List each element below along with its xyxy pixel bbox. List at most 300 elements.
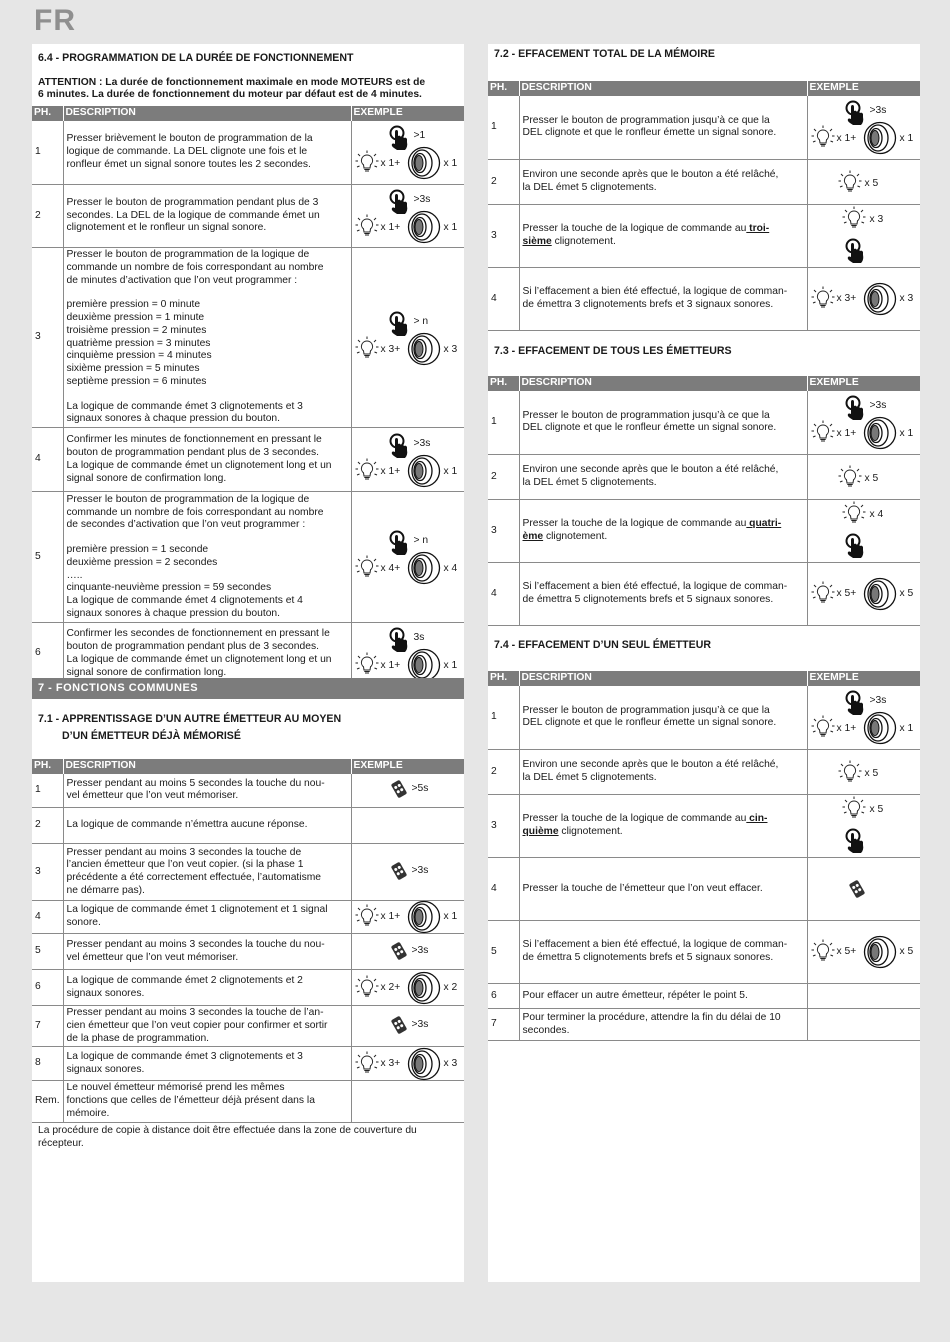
led-blink-count: x 5 xyxy=(869,804,884,816)
phase-number: 4 xyxy=(32,428,63,492)
phase-number: 5 xyxy=(488,921,519,984)
description-line: Presser le bouton de programmation jusqu’à ce que la xyxy=(522,704,770,716)
remote-control-icon xyxy=(390,942,408,960)
table-row xyxy=(32,1081,464,1122)
table-row xyxy=(32,970,464,1006)
buzzer-beep-count: x 1 xyxy=(899,723,914,735)
phase-description xyxy=(519,391,807,455)
phase-example xyxy=(351,1047,464,1081)
description-line: La logique de commande émet 3 clignotements et 3 xyxy=(66,400,303,412)
led-blink-count: x 1+ xyxy=(836,723,857,735)
buzzer-beep-count: x 3 xyxy=(443,1057,458,1069)
buzzer-beep-count: x 4 xyxy=(443,563,458,575)
buzzer-beep-count: x 2 xyxy=(443,981,458,993)
description-line: Presser la touche de l’émetteur que l’on veut effacer. xyxy=(522,882,763,894)
description-line xyxy=(523,518,804,531)
col-header-ph: PH. xyxy=(488,376,519,391)
press-duration-label: >1 xyxy=(413,130,426,142)
table-6-4 xyxy=(32,106,464,685)
phase-number: 2 xyxy=(32,808,63,844)
phase-example xyxy=(351,121,464,185)
table-row xyxy=(32,1047,464,1081)
description-line: signal sonore de confirmation long. xyxy=(66,472,227,484)
section-6-4-title: 6.4 - PROGRAMMATION DE LA DURÉE DE FONCTIONNEMENT xyxy=(38,52,354,64)
example-graphic xyxy=(352,774,465,807)
description-line: ….. xyxy=(66,569,83,581)
description-line: La logique de commande émet 1 clignotement et 1 signal xyxy=(66,904,328,916)
phase-example xyxy=(351,623,464,685)
phase-number: 5 xyxy=(32,934,63,970)
description-line: La logique de commande émet un clignotement long et un xyxy=(66,459,332,471)
description-line: de secondes d’activation que l’on veut programmer : xyxy=(66,519,306,531)
phase-number: 8 xyxy=(32,1047,63,1081)
phase-example xyxy=(351,934,464,970)
press-duration-label: > n xyxy=(413,315,429,327)
example-graphic xyxy=(808,750,921,794)
finger-press-icon xyxy=(844,828,866,854)
description-line: DEL clignote et que le ronfleur émette un signal sonore. xyxy=(522,717,777,729)
buzzer-beep-count: x 1 xyxy=(443,158,458,170)
led-bulb-icon xyxy=(355,652,379,676)
example-graphic xyxy=(352,492,465,622)
buzzer-speaker-icon xyxy=(863,121,897,155)
table-row xyxy=(32,428,464,492)
table-row xyxy=(32,774,464,808)
phase-number: Rem. xyxy=(32,1081,63,1122)
description-line: vel émetteur que l’on veut mémoriser. xyxy=(66,951,239,963)
table-row xyxy=(488,795,920,858)
description-line: Pour effacer un autre émetteur, répéter le point 5. xyxy=(522,989,748,1001)
ordinal-emphasis: troi- xyxy=(746,223,770,235)
led-blink-count: x 3+ xyxy=(380,343,401,355)
table-7-3 xyxy=(488,376,920,626)
press-duration-label: > n xyxy=(413,535,429,547)
section-7-1-title-line-2: D’UN ÉMETTEUR DÉJÀ MÉMORISÉ xyxy=(62,730,241,742)
led-bulb-icon xyxy=(355,336,379,360)
phase-number: 1 xyxy=(32,121,63,185)
phase-example xyxy=(807,858,920,921)
description-line: Le nouvel émetteur mémorisé prend les mêmes xyxy=(66,1082,285,1094)
finger-press-icon xyxy=(844,533,866,559)
description-line: commande un nombre de fois correspondant au nombre xyxy=(66,506,324,518)
phase-number: 1 xyxy=(488,391,519,455)
phase-example xyxy=(351,492,464,623)
table-row xyxy=(488,500,920,563)
buzzer-speaker-icon xyxy=(407,551,441,585)
example-graphic xyxy=(352,623,465,684)
buzzer-speaker-icon xyxy=(863,416,897,450)
buzzer-speaker-icon xyxy=(407,1047,441,1081)
col-header-description: DESCRIPTION xyxy=(63,759,351,774)
col-header-example: EXEMPLE xyxy=(807,671,920,686)
example-graphic xyxy=(352,901,465,933)
table-row xyxy=(488,858,920,921)
description-line xyxy=(523,826,804,839)
led-blink-count: x 2+ xyxy=(380,981,401,993)
buzzer-speaker-icon xyxy=(863,282,897,316)
description-line: de la phase de programmation. xyxy=(66,1032,210,1044)
example-graphic xyxy=(808,795,921,857)
press-duration-label: >3s xyxy=(413,437,431,449)
phase-example xyxy=(351,808,464,844)
description-line xyxy=(67,287,348,299)
description-line: Presser brièvement le bouton de programmation de la xyxy=(66,133,313,145)
phase-number: 2 xyxy=(488,750,519,795)
description-line xyxy=(523,813,804,826)
description-line: Si l’effacement a bien été effectué, la logique de comman- xyxy=(522,581,788,593)
description-line: La logique de commande émet 3 clignotements et 3 xyxy=(66,1051,303,1063)
phase-example xyxy=(351,901,464,934)
description-line: Si l’effacement a bien été effectué, la logique de comman- xyxy=(522,939,788,951)
description-line: Presser pendant au moins 3 secondes la touche de xyxy=(66,846,302,858)
col-header-example: EXEMPLE xyxy=(807,81,920,96)
description-line: sonore. xyxy=(66,917,101,929)
phase-number: 6 xyxy=(32,623,63,685)
description-line: Presser pendant au moins 5 secondes la touche du nou- xyxy=(66,777,325,789)
phase-number: 3 xyxy=(32,844,63,901)
phase-description xyxy=(63,844,351,901)
example-graphic xyxy=(352,1047,465,1080)
ordinal-emphasis: cin- xyxy=(746,813,768,825)
description-line: Confirmer les secondes de fonctionnement en pressant le xyxy=(66,628,330,640)
phase-number: 5 xyxy=(32,492,63,623)
description-line: La logique de commande émet 4 clignotements et 4 xyxy=(66,595,303,607)
phase-number: 2 xyxy=(488,160,519,205)
col-header-ph: PH. xyxy=(488,81,519,96)
example-graphic xyxy=(352,934,465,969)
description-line: bouton de programmation pendant plus de 3 secondes. xyxy=(66,640,319,652)
buzzer-beep-count: x 1 xyxy=(899,133,914,145)
description-line: signaux sonores. xyxy=(66,987,145,999)
led-blink-count: x 5+ xyxy=(836,946,857,958)
buzzer-speaker-icon xyxy=(863,935,897,969)
phase-description xyxy=(63,492,351,623)
remote-control-icon xyxy=(390,862,408,880)
phase-description xyxy=(519,500,807,563)
led-blink-count: x 1+ xyxy=(380,659,401,671)
led-blink-count: x 1+ xyxy=(380,911,401,923)
phase-example xyxy=(807,160,920,205)
phase-description xyxy=(519,455,807,500)
description-text: Presser la touche de la logique de commande au xyxy=(522,518,747,530)
description-line: de émettra 3 clignotements brefs et 3 signaux sonores. xyxy=(522,299,774,311)
description-line: Confirmer les minutes de fonctionnement en pressant le xyxy=(66,434,322,446)
phase-description xyxy=(63,428,351,492)
description-line: La logique de commande n’émettra aucune réponse. xyxy=(66,819,308,831)
example-graphic xyxy=(352,255,465,421)
section-7-2-title: 7.2 - EFFACEMENT TOTAL DE LA MÉMOIRE xyxy=(494,48,715,60)
description-line: DEL clignote et que le ronfleur émette un signal sonore. xyxy=(522,127,777,139)
led-blink-count: x 3+ xyxy=(380,1057,401,1069)
copy-note-line-1: La procédure de copie à distance doit être effectuée dans la zone de couverture du xyxy=(38,1125,417,1136)
example-graphic xyxy=(808,500,921,562)
description-line: Presser le bouton de programmation jusqu’à ce que la xyxy=(522,409,770,421)
buzzer-speaker-icon xyxy=(407,971,441,1005)
table-7-2 xyxy=(488,81,920,331)
press-duration-label: >3s xyxy=(869,695,887,707)
buzzer-beep-count: x 1 xyxy=(443,659,458,671)
phase-number: 2 xyxy=(32,185,63,248)
phase-example xyxy=(807,921,920,984)
description-line: de émettra 5 clignotements brefs et 5 signaux sonores. xyxy=(522,952,774,964)
description-line: Environ une seconde après que le bouton a été relâché, xyxy=(522,759,779,771)
description-line: signal sonore de confirmation long. xyxy=(66,666,227,678)
led-bulb-icon xyxy=(842,501,866,525)
example-graphic xyxy=(808,268,921,330)
table-row xyxy=(488,205,920,268)
buzzer-beep-count: x 1 xyxy=(899,428,914,440)
attention-line-1: ATTENTION : La durée de fonctionnement maximale en mode MOTEURS est de xyxy=(38,77,426,88)
description-line: signaux sonores à chaque pression du bouton. xyxy=(66,607,281,619)
led-blink-count: x 1+ xyxy=(380,158,401,170)
led-bulb-icon xyxy=(842,796,866,820)
description-text: Presser la touche de la logique de commande au xyxy=(522,223,747,235)
remote-control-icon xyxy=(390,780,408,798)
example-graphic xyxy=(808,921,921,983)
led-bulb-icon xyxy=(355,1051,379,1075)
phase-example xyxy=(351,1006,464,1047)
description-line: mémoire. xyxy=(66,1107,110,1119)
buzzer-speaker-icon xyxy=(407,648,441,682)
led-bulb-icon xyxy=(355,150,379,174)
example-graphic xyxy=(352,1008,465,1044)
right-column xyxy=(488,44,920,1282)
buzzer-beep-count: x 1 xyxy=(443,222,458,234)
phase-example xyxy=(807,268,920,331)
phase-example xyxy=(807,205,920,268)
description-line: cinquième pression = 4 minutes xyxy=(66,350,212,362)
col-header-example: EXEMPLE xyxy=(351,106,464,121)
phase-description xyxy=(519,984,807,1009)
phase-description xyxy=(519,795,807,858)
col-header-example: EXEMPLE xyxy=(807,376,920,391)
led-bulb-icon xyxy=(355,975,379,999)
table-row xyxy=(32,248,464,428)
description-line: La logique de commande émet 2 clignotements et 2 xyxy=(66,974,303,986)
press-duration-label: >3s xyxy=(411,1019,429,1031)
description-line: bouton de programmation pendant plus de 3 secondes. xyxy=(66,446,319,458)
table-row xyxy=(488,563,920,626)
phase-description xyxy=(63,1081,351,1122)
led-bulb-icon xyxy=(811,420,835,444)
col-header-ph: PH. xyxy=(32,106,63,121)
col-header-description: DESCRIPTION xyxy=(519,81,807,96)
phase-description xyxy=(519,858,807,921)
phase-number: 4 xyxy=(488,858,519,921)
remote-control-icon xyxy=(390,1016,408,1034)
ordinal-emphasis: sième xyxy=(522,236,552,248)
description-line: précédente a été correctement effectuée, l’automatisme xyxy=(66,872,322,884)
led-bulb-icon xyxy=(355,458,379,482)
description-line: Presser le bouton de programmation de la logique de xyxy=(66,493,310,505)
phase-description xyxy=(519,1009,807,1041)
phase-example xyxy=(807,686,920,750)
description-line: Pour terminer la procédure, attendre la fin du délai de 10 xyxy=(522,1011,781,1023)
col-header-description: DESCRIPTION xyxy=(519,376,807,391)
description-line: Presser pendant au moins 3 secondes la touche du nou- xyxy=(66,938,325,950)
example-graphic xyxy=(808,96,921,159)
buzzer-speaker-icon xyxy=(407,332,441,366)
led-bulb-icon xyxy=(355,214,379,238)
description-line: ronfleur émet un signal sonore toutes les 2 secondes. xyxy=(66,158,311,170)
example-graphic xyxy=(352,428,465,491)
description-line: clignotement et le ronfleur un signal sonore. xyxy=(66,222,267,234)
press-duration-label: >3s xyxy=(411,865,429,877)
description-line: signaux sonores à chaque pression du bouton. xyxy=(66,413,281,425)
example-graphic xyxy=(808,686,921,749)
left-column xyxy=(32,44,464,1282)
example-graphic xyxy=(808,160,921,204)
col-header-example: EXEMPLE xyxy=(351,759,464,774)
description-line xyxy=(523,531,804,544)
table-row xyxy=(32,901,464,934)
description-line: l’ancien émetteur que l’on veut copier. (si la phase 1 xyxy=(66,859,304,871)
table-row xyxy=(32,1006,464,1047)
phase-description xyxy=(63,774,351,808)
phase-description xyxy=(519,96,807,160)
phase-description xyxy=(63,185,351,248)
col-header-description: DESCRIPTION xyxy=(519,671,807,686)
phase-number: 6 xyxy=(488,984,519,1009)
language-code: FR xyxy=(34,4,76,37)
ordinal-emphasis: quatri- xyxy=(746,518,782,530)
phase-example xyxy=(807,750,920,795)
phase-description xyxy=(63,121,351,185)
buzzer-beep-count: x 1 xyxy=(443,465,458,477)
press-duration-label: 3s xyxy=(413,631,425,643)
led-blink-count: x 5 xyxy=(864,768,879,780)
description-line: de minutes d’activation que l’on veut programmer : xyxy=(66,274,298,286)
press-duration-label: >3s xyxy=(411,944,429,956)
phase-example xyxy=(351,774,464,808)
example-graphic xyxy=(352,844,465,900)
phase-number: 7 xyxy=(32,1006,63,1047)
copy-note-line-2: récepteur. xyxy=(38,1138,84,1149)
phase-description xyxy=(519,563,807,626)
phase-number: 4 xyxy=(488,563,519,626)
phase-description xyxy=(63,808,351,844)
description-line: de émettra 5 clignotements brefs et 5 signaux sonores. xyxy=(522,594,774,606)
description-line: ne démarre pas). xyxy=(66,884,145,896)
table-row xyxy=(488,750,920,795)
description-line: Si l’effacement a bien été effectué, la logique de comman- xyxy=(522,286,788,298)
description-line: la DEL émet 5 clignotements. xyxy=(522,477,657,489)
press-duration-label: >5s xyxy=(411,783,429,795)
description-line: signaux sonores. xyxy=(66,1063,145,1075)
phase-number: 3 xyxy=(488,500,519,563)
phase-number: 7 xyxy=(488,1009,519,1041)
table-row xyxy=(32,623,464,685)
phase-number: 2 xyxy=(488,455,519,500)
table-row xyxy=(488,160,920,205)
led-bulb-icon xyxy=(811,581,835,605)
description-line xyxy=(67,532,348,544)
phase-number: 1 xyxy=(32,774,63,808)
buzzer-beep-count: x 5 xyxy=(899,946,914,958)
phase-example xyxy=(351,844,464,901)
led-blink-count: x 4+ xyxy=(380,563,401,575)
phase-description xyxy=(63,623,351,685)
led-blink-count: x 5 xyxy=(864,473,879,485)
buzzer-speaker-icon xyxy=(407,900,441,934)
phase-example xyxy=(807,984,920,1009)
description-line: deuxième pression = 2 secondes xyxy=(66,556,218,568)
description-line xyxy=(523,223,804,236)
buzzer-speaker-icon xyxy=(407,146,441,180)
example-graphic xyxy=(808,391,921,454)
description-line: première pression = 0 minute xyxy=(66,299,201,311)
description-line: deuxième pression = 1 minute xyxy=(66,312,205,324)
example-graphic xyxy=(352,121,465,184)
phase-example xyxy=(351,1081,464,1122)
col-header-description: DESCRIPTION xyxy=(63,106,351,121)
table-row xyxy=(488,921,920,984)
led-blink-count: x 3 xyxy=(869,214,884,226)
ordinal-emphasis: quième xyxy=(522,826,559,838)
table-row xyxy=(32,492,464,623)
example-graphic xyxy=(352,185,465,247)
table-row xyxy=(32,934,464,970)
phase-example xyxy=(807,455,920,500)
phase-description xyxy=(63,970,351,1006)
led-blink-count: x 5 xyxy=(864,178,879,190)
phase-example xyxy=(807,563,920,626)
description-line: première pression = 1 seconde xyxy=(66,544,209,556)
phase-number: 3 xyxy=(488,205,519,268)
phase-number: 1 xyxy=(488,96,519,160)
description-line: Presser le bouton de programmation pendant plus de 3 xyxy=(66,196,319,208)
section-7-3-title: 7.3 - EFFACEMENT DE TOUS LES ÉMETTEURS xyxy=(494,345,732,357)
description-line: vel émetteur que l’on veut mémoriser. xyxy=(66,790,239,802)
section-7-4-title: 7.4 - EFFACEMENT D’UN SEUL ÉMETTEUR xyxy=(494,639,711,651)
description-line: secondes. xyxy=(522,1024,570,1036)
led-bulb-icon xyxy=(838,760,862,784)
phase-description xyxy=(519,268,807,331)
table-row xyxy=(32,808,464,844)
buzzer-beep-count: x 3 xyxy=(899,293,914,305)
finger-press-icon xyxy=(844,238,866,264)
led-blink-count: x 1+ xyxy=(836,133,857,145)
phase-number: 1 xyxy=(488,686,519,750)
phase-example xyxy=(807,391,920,455)
table-row xyxy=(488,686,920,750)
ordinal-emphasis: ème xyxy=(522,531,544,543)
phase-description xyxy=(63,1006,351,1047)
led-bulb-icon xyxy=(355,904,379,928)
description-line: Presser pendant au moins 3 secondes la touche de l’an- xyxy=(66,1007,324,1019)
phase-description xyxy=(63,934,351,970)
description-line: commande un nombre de fois correspondant au nombre xyxy=(66,261,324,273)
description-line: fonctions que celles de l’émetteur déjà présent dans la xyxy=(66,1095,315,1107)
press-duration-label: >3s xyxy=(869,105,887,117)
description-line: DEL clignote et que le ronfleur émette un signal sonore. xyxy=(522,422,777,434)
led-blink-count: x 3+ xyxy=(836,293,857,305)
description-line: secondes. La DEL de la logique de commande émet un xyxy=(66,209,320,221)
phase-description xyxy=(519,686,807,750)
description-text: clignotement. xyxy=(551,236,616,248)
led-bulb-icon xyxy=(838,170,862,194)
section-7-1-title-line-1: 7.1 - APPRENTISSAGE D’UN AUTRE ÉMETTEUR AU MOYEN xyxy=(38,713,342,725)
col-header-ph: PH. xyxy=(488,671,519,686)
phase-number: 3 xyxy=(32,248,63,428)
description-line xyxy=(67,389,348,401)
led-bulb-icon xyxy=(355,555,379,579)
led-bulb-icon xyxy=(838,465,862,489)
phase-number: 3 xyxy=(488,795,519,858)
press-duration-label: >3s xyxy=(413,194,431,206)
led-blink-count: x 5+ xyxy=(836,588,857,600)
description-text: Presser la touche de la logique de commande au xyxy=(522,813,747,825)
